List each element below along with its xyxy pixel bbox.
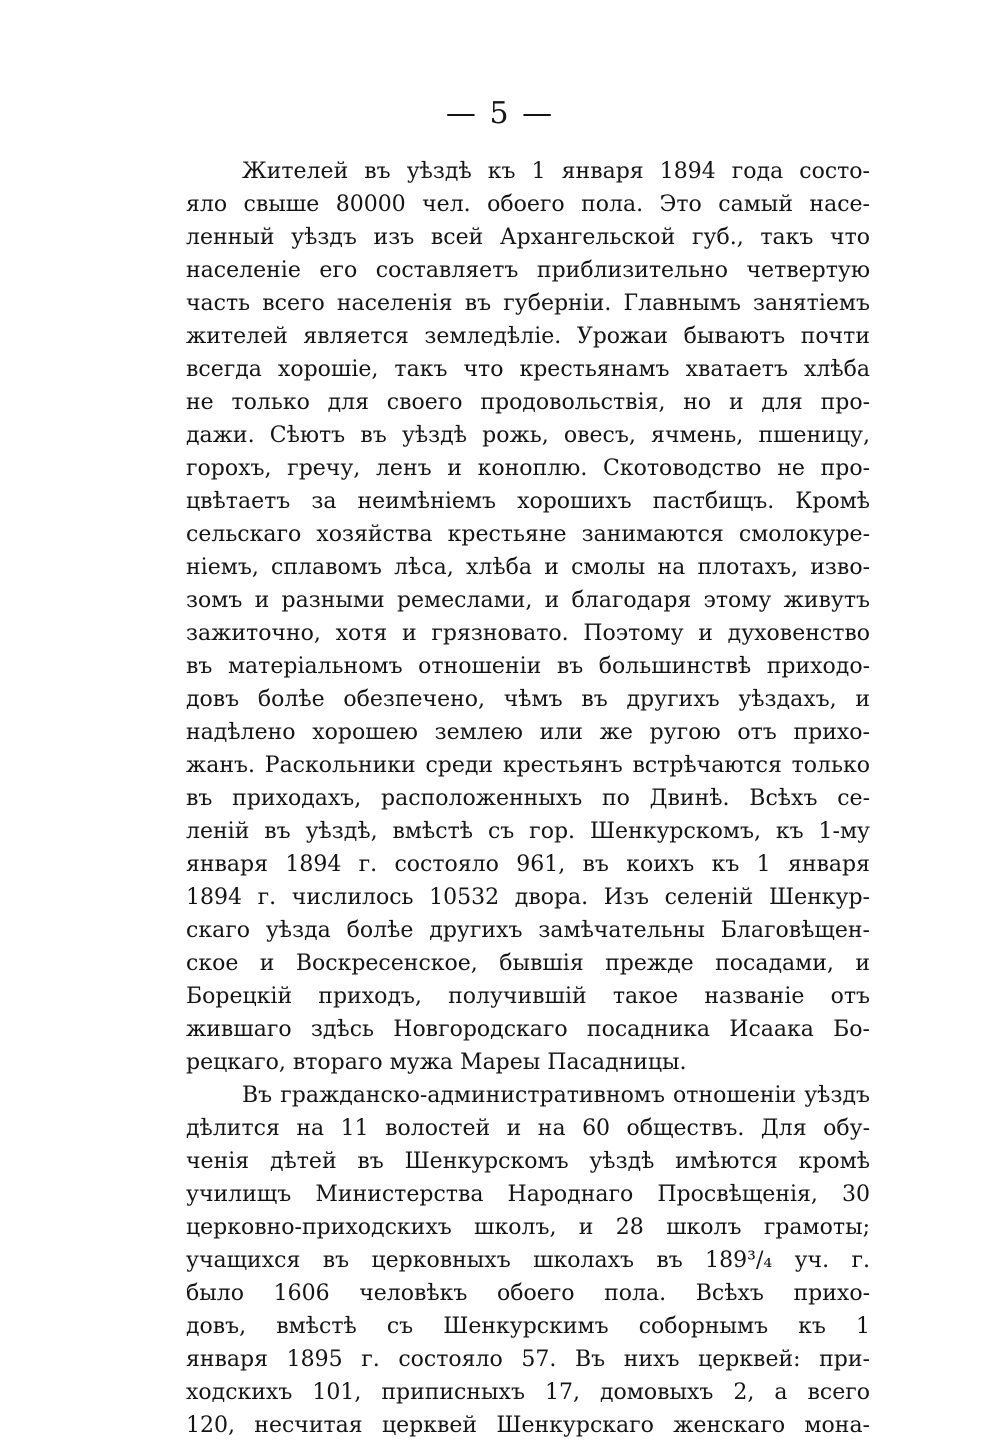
body-text	[186, 155, 870, 1442]
text-line: училищъ Министерства Народнаго Просвѣщенія, 30	[186, 1182, 870, 1207]
text-line: Въ гражданско-административномъ отношеніи уѣздъ	[242, 1083, 870, 1108]
text-line: ніемъ, сплавомъ лѣса, хлѣба и смолы на плотахъ, изво-	[186, 555, 870, 580]
text-line: жанъ. Раскольники среди крестьянъ встрѣчаются только	[186, 753, 870, 778]
paragraph-2	[186, 1079, 870, 1442]
text-line: зажиточно, хотя и грязновато. Поэтому и духовенство	[186, 621, 870, 646]
text-line: въ матеріальномъ отношеніи въ большинствѣ приходо-	[186, 654, 870, 679]
page-number: — 5 —	[445, 96, 555, 131]
text-line: 1894 г. числилось 10532 двора. Изъ селеній Шенкур-	[186, 885, 870, 910]
text-line: надѣлено хорошею землею или же ругою отъ прихо-	[186, 720, 870, 745]
text-line: января 1894 г. состояло 961, въ коихъ къ 1 января	[186, 852, 870, 877]
text-line: ченія дѣтей въ Шенкурскомъ уѣздѣ имѣются кромѣ	[186, 1149, 870, 1174]
text-line: леній въ уѣздѣ, вмѣстѣ съ гор. Шенкурскомъ, къ 1-му	[186, 819, 870, 844]
text-line: ходскихъ 101, приписныхъ 17, домовыхъ 2, а всего	[186, 1380, 870, 1405]
text-line: было 1606 человѣкъ обоего пола. Всѣхъ прихо-	[186, 1281, 870, 1306]
text-line: яло свыше 80000 чел. обоего пола. Это самый насе-	[186, 192, 870, 217]
text-line: церковно-приходскихъ школъ, и 28 школъ грамоты;	[186, 1215, 870, 1240]
text-line: цвѣтаетъ за неимѣніемъ хорошихъ пастбищъ. Кромѣ	[186, 489, 870, 514]
text-line: скаго уѣзда болѣе другихъ замѣчательны Благовѣщен-	[186, 918, 870, 943]
text-line: жившаго здѣсь Новгородскаго посадника Исаака Бо-	[186, 1017, 870, 1042]
text-line: дѣлится на 11 волостей и на 60 обществъ. Для обу-	[186, 1116, 870, 1141]
text-line: населеніе его составляетъ приблизительно четвертую	[186, 258, 870, 283]
text-line: рецкаго, втораго мужа Мареы Пасадницы.	[186, 1050, 687, 1075]
text-line: сельскаго хозяйства крестьяне занимаются смолокуре-	[186, 522, 870, 547]
text-line: Жителей въ уѣздѣ къ 1 января 1894 года состо-	[242, 159, 870, 184]
text-line: часть всего населенія въ губерніи. Главнымъ занятіемъ	[186, 291, 870, 316]
text-line: дажи. Сѣютъ въ уѣздѣ рожь, овесъ, ячмень, пшеницу,	[186, 423, 870, 448]
text-line: зомъ и разными ремеслами, и благодаря этому живутъ	[186, 588, 870, 613]
text-line: ское и Воскресенское, бывшія прежде посадами, и	[186, 951, 870, 976]
paragraph-1	[186, 155, 870, 1079]
text-line: довъ болѣе обезпечено, чѣмъ въ другихъ уѣздахъ, и	[186, 687, 870, 712]
text-line: не только для своего продовольствія, но и для про-	[186, 390, 870, 415]
text-line: ленный уѣздъ изъ всей Архангельской губ., такъ что	[186, 225, 870, 250]
text-line: въ приходахъ, расположенныхъ по Двинѣ. Всѣхъ се-	[186, 786, 870, 811]
text-line: 120, несчитая церквей Шенкурскаго женскаго мона-	[186, 1413, 870, 1438]
text-line: жителей является земледѣліе. Урожаи бываютъ почти	[186, 324, 870, 349]
text-line: учащихся въ церковныхъ школахъ въ 189³/₄ уч. г.	[186, 1248, 870, 1273]
text-line: довъ, вмѣстѣ съ Шенкурскимъ соборнымъ къ 1	[186, 1314, 870, 1339]
text-line: января 1895 г. состояло 57. Въ нихъ церквей: при-	[186, 1347, 870, 1372]
text-line: всегда хорошіе, такъ что крестьянамъ хватаетъ хлѣба	[186, 357, 870, 382]
text-line: Борецкій приходъ, получившій такое названіе отъ	[186, 984, 870, 1009]
text-line: горохъ, гречу, ленъ и коноплю. Скотоводство не про-	[186, 456, 870, 481]
